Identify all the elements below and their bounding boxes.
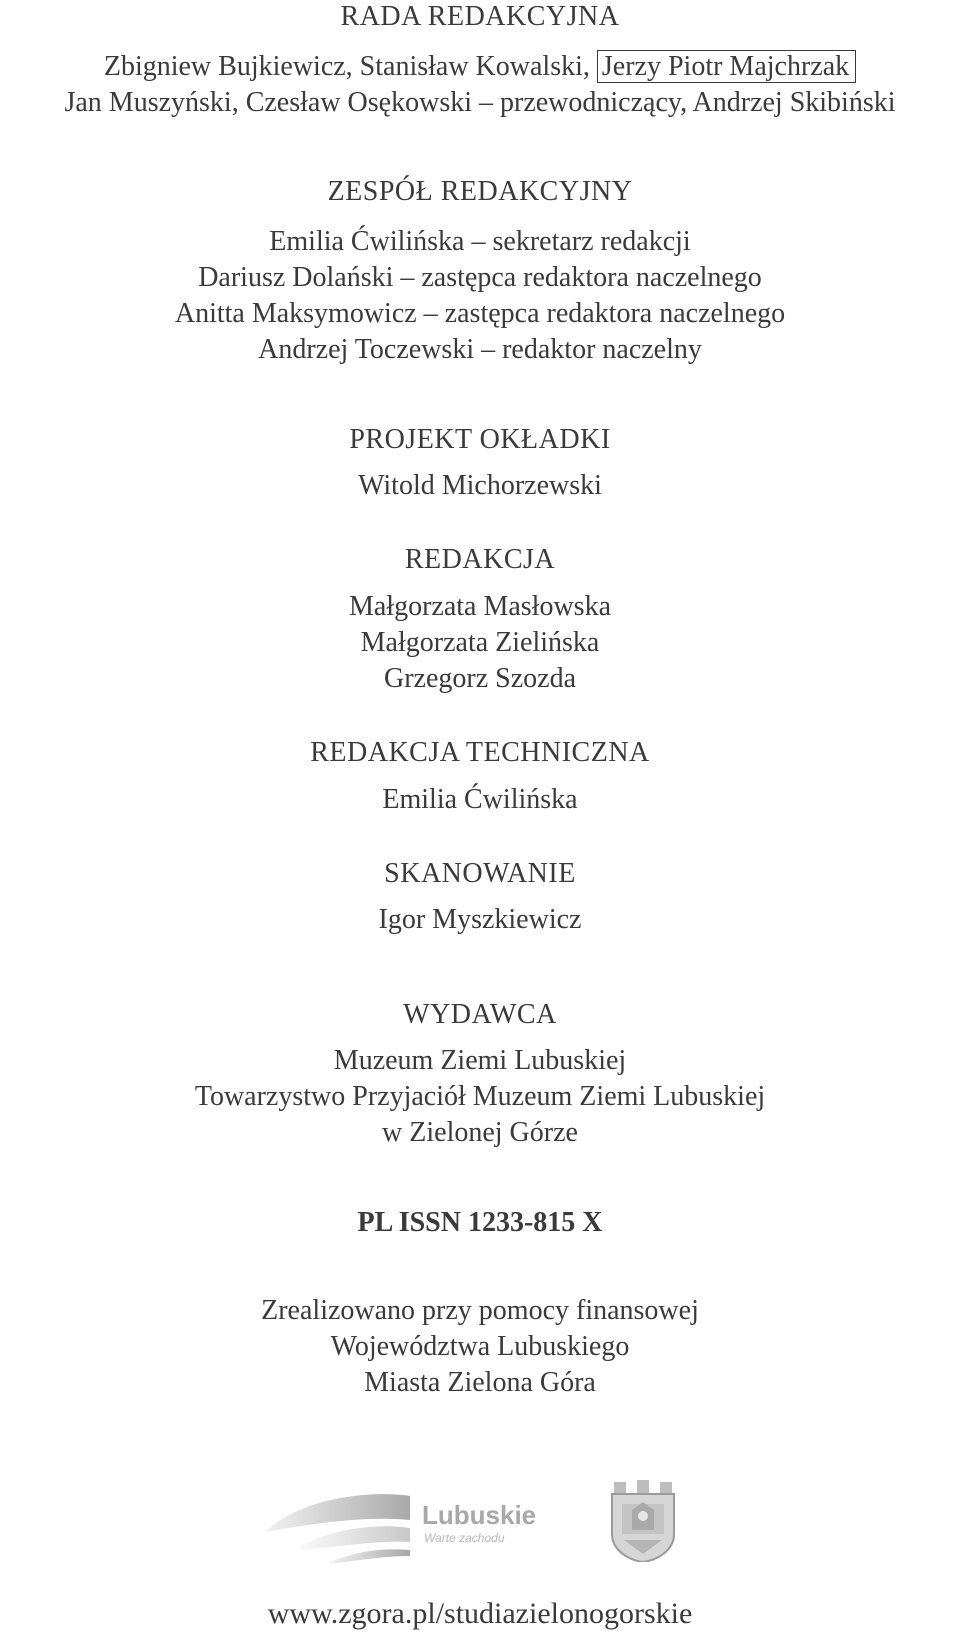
section-heading-skanowanie: SKANOWANIE xyxy=(384,858,576,889)
section-heading-redakcja: REDAKCJA xyxy=(404,544,556,575)
redakcja-name: Małgorzata Masłowska xyxy=(348,591,612,622)
funding-line: Zrealizowano przy pomocy finansowej xyxy=(261,1295,699,1326)
redakcja-name: Grzegorz Szozda xyxy=(383,663,576,694)
wydawca-line: w Zielonej Górze xyxy=(382,1117,578,1148)
section-heading-wydawca: WYDAWCA xyxy=(403,999,557,1030)
zespol-member: Andrzej Toczewski – redaktor naczelny xyxy=(258,334,702,365)
rada-line-2: Jan Muszyński, Czesław Osękowski – przewodniczący, Andrzej Skibiński xyxy=(64,87,896,118)
zespol-member: Anitta Maksymowicz – zastępca redaktora naczelnego xyxy=(174,298,786,329)
section-heading-rada: RADA REDAKCYJNA xyxy=(340,1,620,32)
lubuskie-logo-title: Lubuskie xyxy=(422,1500,537,1530)
funding-line: Województwa Lubuskiego xyxy=(330,1331,630,1362)
zespol-member: Dariusz Dolański – zastępca redaktora naczelnego xyxy=(198,262,762,293)
section-heading-techniczna: REDAKCJA TECHNICZNA xyxy=(310,737,650,768)
website-link[interactable]: www.zgora.pl/studiazielonogorskie xyxy=(267,1597,693,1630)
rada-line-1-prefix: Zbigniew Bujkiewicz, Stanisław Kowalski, xyxy=(103,51,590,82)
redakcja-name: Małgorzata Zielińska xyxy=(360,627,600,658)
section-heading-zespol: ZESPÓŁ REDAKCYJNY xyxy=(327,176,633,207)
projekt-name: Witold Michorzewski xyxy=(358,470,602,501)
section-heading-projekt: PROJEKT OKŁADKI xyxy=(349,424,611,455)
funding-line: Miasta Zielona Góra xyxy=(364,1367,596,1398)
skanowanie-name: Igor Myszkiewicz xyxy=(378,904,582,935)
zespol-member: Emilia Ćwilińska – sekretarz redakcji xyxy=(269,226,691,257)
lubuskie-logo-subtitle: Warte zachodu xyxy=(424,1531,505,1545)
rada-boxed-name: Jerzy Piotr Majchrzak xyxy=(597,50,856,83)
techniczna-name: Emilia Ćwilińska xyxy=(382,784,578,815)
lubuskie-logo xyxy=(260,1490,550,1570)
rada-line-1 xyxy=(0,50,960,84)
wydawca-line: Towarzystwo Przyjaciół Muzeum Ziemi Lubuskiej xyxy=(194,1081,766,1112)
wydawca-line: Muzeum Ziemi Lubuskiej xyxy=(333,1045,627,1076)
coat-of-arms-icon xyxy=(610,1480,676,1562)
issn: PL ISSN 1233-815 X xyxy=(357,1207,603,1238)
sponsor-logos xyxy=(260,1480,700,1570)
